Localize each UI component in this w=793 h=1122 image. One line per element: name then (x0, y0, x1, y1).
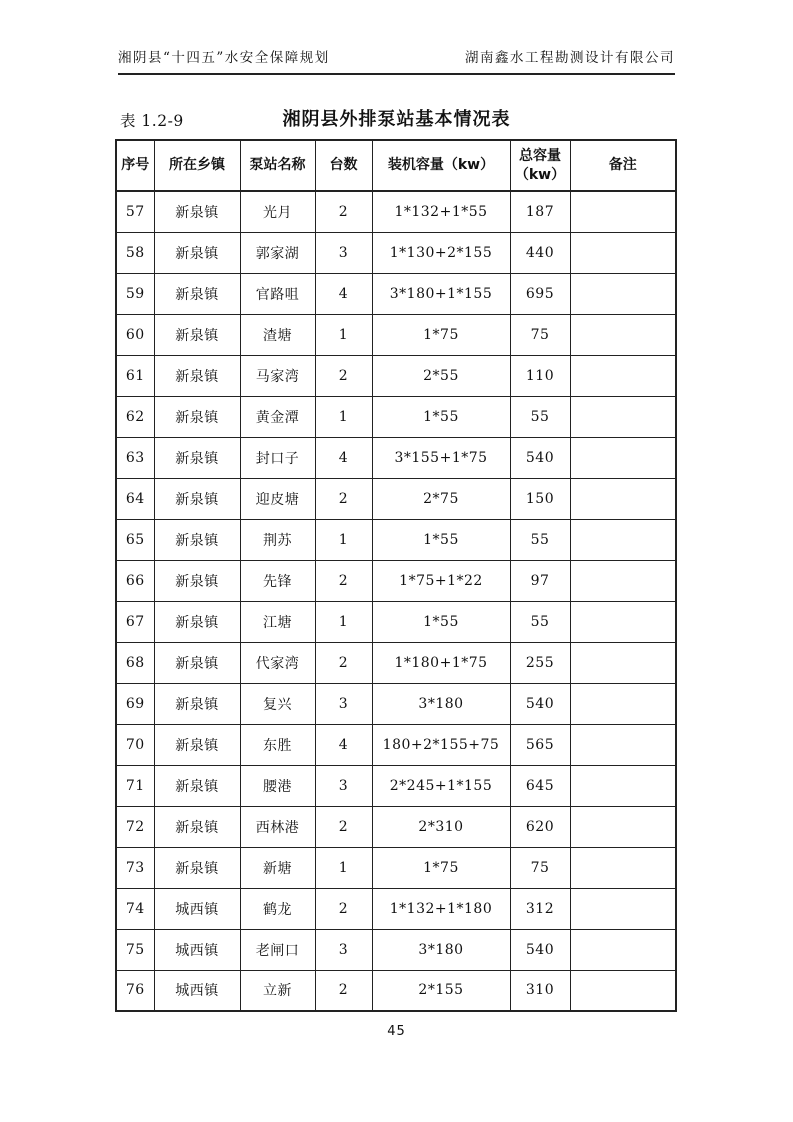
table-cell: 3*180 (372, 929, 510, 970)
table-cell: 74 (116, 888, 154, 929)
table-cell: 73 (116, 847, 154, 888)
table-row (116, 560, 676, 601)
table-cell: 新泉镇 (154, 601, 240, 642)
table-cell: 75 (510, 847, 570, 888)
table-cell: 2*55 (372, 355, 510, 396)
table-cell: 城西镇 (154, 888, 240, 929)
table-cell: 75 (510, 314, 570, 355)
table-cell: 68 (116, 642, 154, 683)
table-row (116, 724, 676, 765)
table-cell: 110 (510, 355, 570, 396)
table-cell: 东胜 (240, 724, 315, 765)
table-cell: 2 (315, 478, 372, 519)
column-header-index: 序号 (116, 140, 154, 191)
table-cell: 新泉镇 (154, 232, 240, 273)
table-cell: 新泉镇 (154, 724, 240, 765)
table-cell: 1*55 (372, 519, 510, 560)
table-cell (570, 724, 676, 765)
table-cell: 1*132+1*55 (372, 191, 510, 232)
table-cell: 新泉镇 (154, 765, 240, 806)
table-row (116, 642, 676, 683)
table-cell (570, 519, 676, 560)
table-cell (570, 970, 676, 1011)
table-cell: 71 (116, 765, 154, 806)
table-cell (570, 396, 676, 437)
table-cell (570, 560, 676, 601)
table-cell: 先锋 (240, 560, 315, 601)
table-cell: 62 (116, 396, 154, 437)
table-cell: 2*75 (372, 478, 510, 519)
table-row (116, 601, 676, 642)
table-cell: 1*75 (372, 847, 510, 888)
column-header-total-capacity: 总容量（kw） (510, 140, 570, 191)
table-cell: 鹤龙 (240, 888, 315, 929)
table-cell: 150 (510, 478, 570, 519)
table-cell: 310 (510, 970, 570, 1011)
table-cell: 255 (510, 642, 570, 683)
table-cell (570, 929, 676, 970)
table-body (116, 191, 676, 1011)
table-cell: 荆苏 (240, 519, 315, 560)
table-row (116, 806, 676, 847)
table-caption-row (118, 105, 675, 131)
table-cell: 67 (116, 601, 154, 642)
table-cell: 老闸口 (240, 929, 315, 970)
table-cell: 新泉镇 (154, 396, 240, 437)
table-cell: 4 (315, 724, 372, 765)
table-cell: 西林港 (240, 806, 315, 847)
page-number: 45 (387, 1024, 406, 1039)
table-row (116, 847, 676, 888)
table-cell (570, 437, 676, 478)
table-cell: 60 (116, 314, 154, 355)
table-cell (570, 765, 676, 806)
table-cell: 1*55 (372, 601, 510, 642)
table-cell: 540 (510, 929, 570, 970)
table-cell: 1*75 (372, 314, 510, 355)
table-cell (570, 314, 676, 355)
table-cell: 新塘 (240, 847, 315, 888)
table-cell: 620 (510, 806, 570, 847)
header-right-text: 湖南鑫水工程勘测设计有限公司 (465, 50, 675, 66)
table-row (116, 355, 676, 396)
table-cell: 腰港 (240, 765, 315, 806)
table-cell: 新泉镇 (154, 273, 240, 314)
table-row (116, 519, 676, 560)
table-cell: 76 (116, 970, 154, 1011)
table-row (116, 478, 676, 519)
table-cell: 70 (116, 724, 154, 765)
table-cell (570, 355, 676, 396)
table-cell: 1*180+1*75 (372, 642, 510, 683)
table-cell (570, 642, 676, 683)
table-cell: 2*155 (372, 970, 510, 1011)
table-cell: 光月 (240, 191, 315, 232)
table-cell: 复兴 (240, 683, 315, 724)
table-cell: 4 (315, 437, 372, 478)
column-header-remarks: 备注 (570, 140, 676, 191)
table-cell: 渣塘 (240, 314, 315, 355)
table-cell: 1 (315, 519, 372, 560)
table-label: 表 1.2-9 (120, 112, 184, 130)
table-cell: 2*245+1*155 (372, 765, 510, 806)
table-cell: 新泉镇 (154, 478, 240, 519)
table-cell: 1 (315, 601, 372, 642)
table-cell: 新泉镇 (154, 191, 240, 232)
table-row (116, 765, 676, 806)
table-cell: 1 (315, 847, 372, 888)
table-cell: 1 (315, 314, 372, 355)
table-cell: 江塘 (240, 601, 315, 642)
table-cell: 180+2*155+75 (372, 724, 510, 765)
column-header-station-name: 泵站名称 (240, 140, 315, 191)
table-cell: 2 (315, 642, 372, 683)
table-cell: 2 (315, 560, 372, 601)
table-cell (570, 806, 676, 847)
table-cell: 新泉镇 (154, 437, 240, 478)
column-header-unit-count: 台数 (315, 140, 372, 191)
table-cell: 新泉镇 (154, 642, 240, 683)
table-cell (570, 888, 676, 929)
table-cell: 2*310 (372, 806, 510, 847)
table-cell: 58 (116, 232, 154, 273)
table-cell: 城西镇 (154, 929, 240, 970)
table-row (116, 888, 676, 929)
table-cell: 3 (315, 929, 372, 970)
header-left-text: 湘阴县“十四五”水安全保障规划 (118, 50, 330, 66)
table-row (116, 232, 676, 273)
table-cell: 3*180 (372, 683, 510, 724)
table-row (116, 683, 676, 724)
table-cell: 55 (510, 396, 570, 437)
table-cell: 代家湾 (240, 642, 315, 683)
pump-station-table (115, 139, 677, 1012)
column-header-township: 所在乡镇 (154, 140, 240, 191)
table-cell: 1*130+2*155 (372, 232, 510, 273)
table-cell: 64 (116, 478, 154, 519)
table-cell (570, 273, 676, 314)
table-cell: 3*180+1*155 (372, 273, 510, 314)
table-cell: 新泉镇 (154, 847, 240, 888)
table-row (116, 970, 676, 1011)
table-cell: 55 (510, 519, 570, 560)
table-cell: 69 (116, 683, 154, 724)
table-cell: 黄金潭 (240, 396, 315, 437)
table-cell (570, 683, 676, 724)
table-cell (570, 191, 676, 232)
table-header-row (116, 140, 676, 191)
table-cell: 61 (116, 355, 154, 396)
table-cell: 2 (315, 970, 372, 1011)
table-row (116, 314, 676, 355)
table-cell: 63 (116, 437, 154, 478)
table-cell: 312 (510, 888, 570, 929)
table-cell: 1*55 (372, 396, 510, 437)
table-cell: 440 (510, 232, 570, 273)
table-cell: 72 (116, 806, 154, 847)
table-cell: 3 (315, 765, 372, 806)
table-cell: 迎皮塘 (240, 478, 315, 519)
table-cell: 新泉镇 (154, 355, 240, 396)
table-cell: 2 (315, 191, 372, 232)
table-cell: 57 (116, 191, 154, 232)
table-row (116, 929, 676, 970)
table-cell: 新泉镇 (154, 683, 240, 724)
table-cell: 3 (315, 232, 372, 273)
table-cell: 2 (315, 806, 372, 847)
table-cell: 立新 (240, 970, 315, 1011)
table-cell: 新泉镇 (154, 519, 240, 560)
table-title: 湘阴县外排泵站基本情况表 (282, 109, 511, 130)
table-cell: 郭家湖 (240, 232, 315, 273)
table-cell: 66 (116, 560, 154, 601)
table-cell: 1*132+1*180 (372, 888, 510, 929)
table-cell: 97 (510, 560, 570, 601)
table-cell: 2 (315, 888, 372, 929)
table-cell (570, 478, 676, 519)
table-cell: 55 (510, 601, 570, 642)
table-row (116, 437, 676, 478)
table-cell: 官路咀 (240, 273, 315, 314)
table-cell: 75 (116, 929, 154, 970)
table-cell: 2 (315, 355, 372, 396)
table-cell: 1*75+1*22 (372, 560, 510, 601)
table-cell: 1 (315, 396, 372, 437)
table-cell: 540 (510, 683, 570, 724)
table-cell: 3*155+1*75 (372, 437, 510, 478)
table-cell: 3 (315, 683, 372, 724)
table-cell: 封口子 (240, 437, 315, 478)
table-cell: 新泉镇 (154, 560, 240, 601)
table-cell: 695 (510, 273, 570, 314)
table-cell: 59 (116, 273, 154, 314)
table-cell: 65 (116, 519, 154, 560)
table-row (116, 191, 676, 232)
table-cell: 565 (510, 724, 570, 765)
table-cell: 4 (315, 273, 372, 314)
table-cell: 187 (510, 191, 570, 232)
table-cell (570, 232, 676, 273)
table-row (116, 396, 676, 437)
table-row (116, 273, 676, 314)
table-cell: 马家湾 (240, 355, 315, 396)
table-cell: 城西镇 (154, 970, 240, 1011)
column-header-installed-capacity: 装机容量（kw） (372, 140, 510, 191)
table-cell: 新泉镇 (154, 806, 240, 847)
table-cell: 645 (510, 765, 570, 806)
page-header (118, 46, 675, 75)
table-cell: 新泉镇 (154, 314, 240, 355)
table-cell: 540 (510, 437, 570, 478)
table-cell (570, 601, 676, 642)
table-cell (570, 847, 676, 888)
